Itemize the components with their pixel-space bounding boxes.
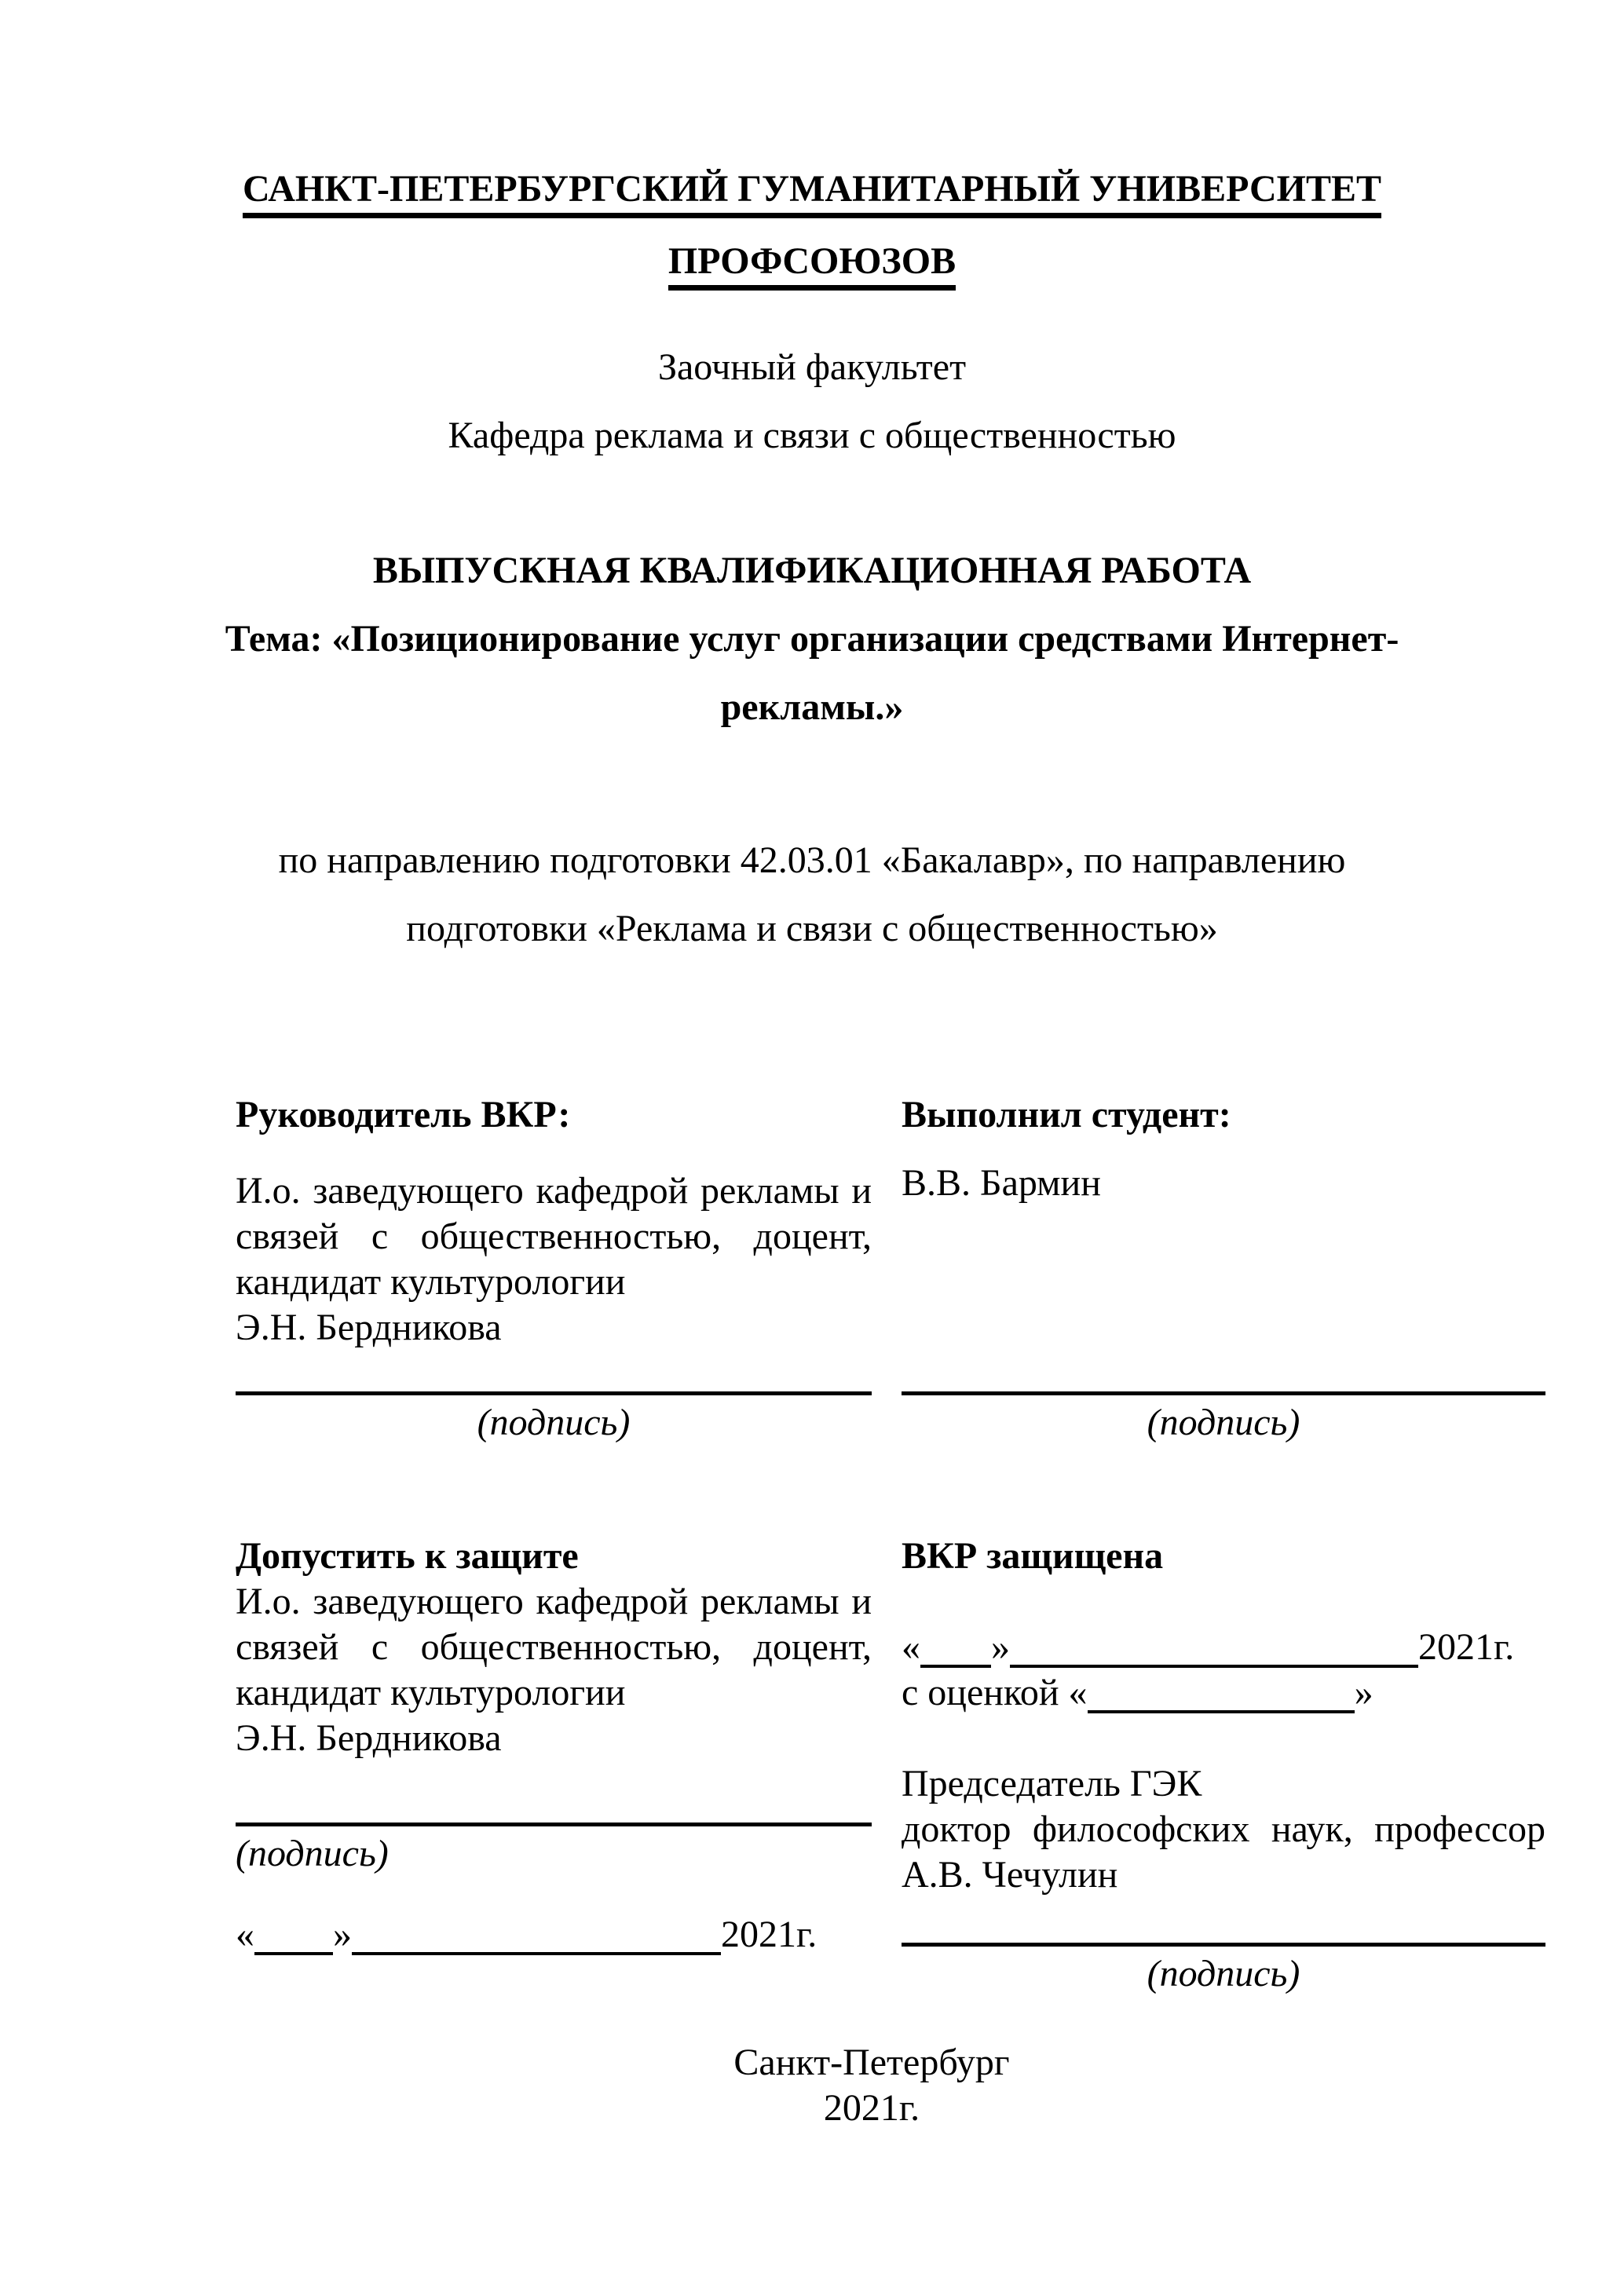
signature-caption: (подпись) — [1147, 1953, 1300, 1994]
admission-date-blank-line — [236, 1912, 872, 1958]
department-line: Кафедра реклама и связи с общественностью — [448, 415, 1176, 456]
student-name: В.В. Бармин — [902, 1162, 1101, 1204]
signature-rule — [902, 1391, 1545, 1395]
university-name-part1: САНКТ-ПЕТЕРБУРГСКИЙ ГУМАНИТАРНЫЙ УНИВЕРСИТЕТ — [243, 168, 1381, 218]
signature-caption: (подпись) — [477, 1402, 631, 1443]
footer-block — [236, 2040, 1508, 2131]
work-title-block — [0, 536, 1624, 741]
student-signature-area — [902, 1391, 1545, 1446]
signature-rule — [236, 1391, 872, 1395]
signature-caption: (подпись) — [236, 1833, 389, 1874]
blank-line — [902, 1716, 1545, 1761]
right-quote: » — [333, 1914, 352, 1955]
supervisor-section — [236, 1080, 872, 1446]
signature-rule — [902, 1943, 1545, 1947]
defense-date-blank-line — [902, 1625, 1545, 1670]
university-header-line1 — [0, 153, 1624, 225]
day-blank — [920, 1627, 991, 1668]
signature-rule — [236, 1823, 872, 1826]
chairman-signature-area — [902, 1943, 1545, 1997]
university-header-line2 — [0, 225, 1624, 298]
admission-year-text: 2021г. — [721, 1914, 817, 1955]
theme-line-2: рекламы.» — [720, 686, 904, 728]
student-label: Выполнил студент: — [902, 1094, 1231, 1135]
chairman-position: доктор философских наук, профессор — [902, 1808, 1545, 1850]
work-type-title: ВЫПУСКНАЯ КВАЛИФИКАЦИОННАЯ РАБОТА — [372, 550, 1252, 591]
right-quote: » — [1354, 1672, 1373, 1713]
defense-section — [902, 1534, 1545, 1997]
chairman-position-name — [902, 1807, 1545, 1898]
supervisor-name: Э.Н. Бердникова — [236, 1307, 502, 1348]
direction-line-2: подготовки «Реклама и связи с общественностью» — [406, 908, 1218, 949]
university-name-part2: ПРОФСОЮЗОВ — [668, 240, 956, 291]
direction-line-1: по направлению подготовки 42.03.01 «Бакалавр», по направлению — [278, 839, 1346, 881]
defense-year-text: 2021г. — [1418, 1626, 1515, 1668]
direction-block — [0, 826, 1624, 963]
admission-label: Допустить к защите — [236, 1535, 579, 1577]
theme-line-1: Тема: «Позиционирование услуг организации средствами Интернет- — [225, 618, 1399, 660]
left-quote: « — [902, 1626, 920, 1668]
admission-section — [236, 1534, 872, 1997]
student-section — [902, 1080, 1545, 1446]
grade-prefix: с оценкой « — [902, 1672, 1088, 1713]
month-blank — [352, 1914, 721, 1955]
grade-blank — [1088, 1673, 1355, 1713]
defense-label: ВКР защищена — [902, 1535, 1164, 1577]
supervisor-student-row — [236, 1080, 1545, 1446]
faculty-line: Заочный факультет — [657, 346, 967, 388]
right-quote: » — [991, 1626, 1010, 1668]
footer-city: Санкт-Петербург — [733, 2042, 1010, 2083]
supervisor-label: Руководитель ВКР: — [236, 1094, 571, 1135]
chairman-title: Председатель ГЭК — [902, 1763, 1202, 1804]
month-blank — [1010, 1627, 1418, 1668]
admission-name: Э.Н. Бердникова — [236, 1717, 502, 1759]
admission-defense-row — [236, 1534, 1545, 1997]
left-quote: « — [236, 1914, 254, 1955]
day-blank — [254, 1914, 333, 1955]
supervisor-signature-area — [236, 1391, 872, 1446]
title-block — [0, 0, 1624, 963]
supervisor-position: И.о. заведующего кафедрой рекламы и связей с общественностью, доцент, кандидат культурологии — [236, 1170, 872, 1303]
signature-caption: (подпись) — [1147, 1402, 1300, 1443]
university-header — [0, 153, 1624, 298]
chairman-name: А.В. Чечулин — [902, 1854, 1118, 1896]
blank-line — [902, 1579, 1545, 1625]
footer-year: 2021г. — [823, 2087, 920, 2129]
faculty-department-block — [0, 333, 1624, 470]
admission-position: И.о. заведующего кафедрой рекламы и связей с общественностью, доцент, кандидат культурологии — [236, 1581, 872, 1713]
grade-blank-line — [902, 1670, 1545, 1716]
